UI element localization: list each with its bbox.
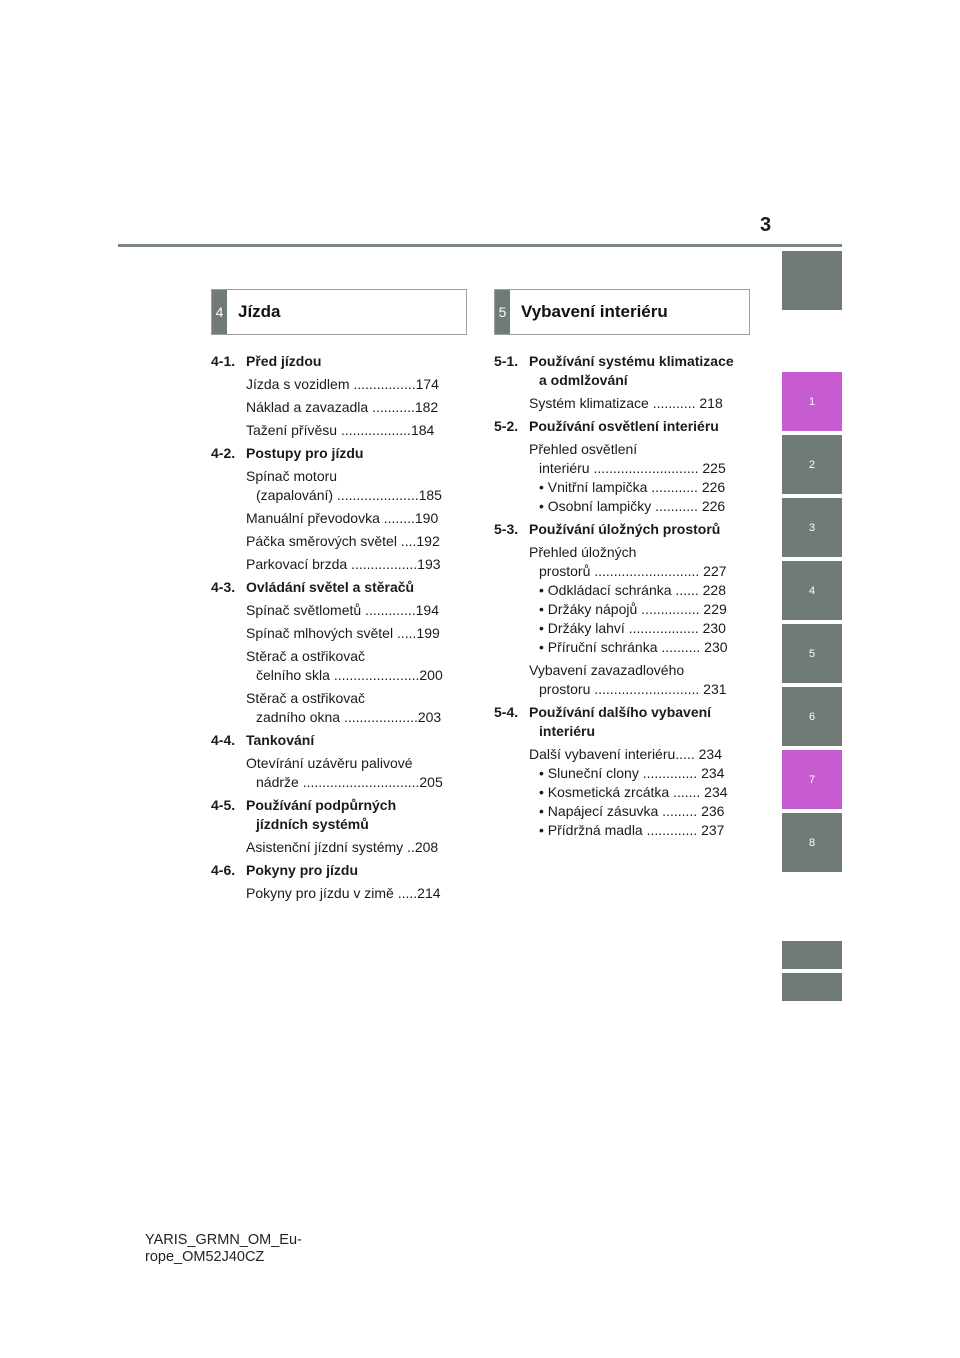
section-number: 4-4.	[211, 732, 236, 748]
section-heading[interactable]	[494, 417, 750, 436]
toc-entry[interactable]	[246, 689, 461, 727]
section-number: 5-4.	[494, 704, 519, 720]
chapter-tab-label: 3	[808, 521, 816, 534]
chapter-tab-label: 5	[808, 647, 816, 660]
top-rule	[118, 244, 842, 247]
toc-entry[interactable]: Systém klimatizace ........... 218	[529, 395, 723, 411]
toc-entry-line: Přehled osvětlení	[529, 441, 638, 457]
section-title: Ovládání světel a stěračů	[246, 579, 415, 595]
toc-entry[interactable]	[529, 440, 750, 516]
toc-entry[interactable]	[529, 745, 750, 840]
section-heading[interactable]	[211, 352, 461, 371]
chapter-4-header	[211, 289, 467, 335]
toc-entry-line: zadního okna ...................203	[256, 709, 442, 725]
section-heading[interactable]	[211, 444, 461, 463]
chapter-4-title: Jízda	[238, 302, 281, 321]
toc-subentry[interactable]: • Vnitřní lampička ............ 226	[539, 479, 726, 495]
toc-subentry[interactable]: • Odkládací schránka ...... 228	[539, 582, 726, 598]
toc-entry[interactable]: Manuální převodovka ........190	[246, 510, 439, 526]
chapter-4-number: 4	[212, 290, 227, 334]
section-title: Pokyny pro jízdu	[246, 862, 359, 878]
toc-subentry[interactable]: • Přídržná madla ............. 237	[539, 822, 725, 838]
toc-entry-line: (zapalování) .....................185	[256, 487, 442, 503]
section-title: jízdních systémů	[256, 816, 369, 832]
section-title: interiéru	[539, 723, 596, 739]
chapter-tab-label: 6	[808, 710, 816, 723]
toc-entry[interactable]	[246, 467, 461, 505]
section-number: 5-3.	[494, 521, 519, 537]
chapter-4-toc	[211, 352, 461, 903]
section-title: Před jízdou	[246, 353, 322, 369]
toc-entry-line: čelního skla ......................200	[256, 667, 443, 683]
chapter-5-number: 5	[495, 290, 510, 334]
chapter-tab-label: 2	[808, 458, 816, 471]
toc-entry-line: prostoru ........................... 231	[539, 681, 727, 697]
chapter-tab[interactable]	[782, 941, 842, 969]
document-id-line: YARIS_GRMN_OM_Eu-	[145, 1232, 302, 1248]
toc-entry[interactable]	[246, 647, 461, 685]
section-title: Používání systému klimatizace	[529, 353, 734, 369]
toc-entry[interactable]: Náklad a zavazadla ...........182	[246, 399, 439, 415]
toc-entry-line: Spínač motoru	[246, 468, 338, 484]
section-title: Postupy pro jízdu	[246, 445, 364, 461]
section-number: 4-1.	[211, 353, 236, 369]
toc-entry[interactable]: Pokyny pro jízdu v zimě .....214	[246, 885, 441, 901]
toc-subentry[interactable]: • Kosmetická zrcátka ....... 234	[539, 784, 728, 800]
section-heading[interactable]	[211, 578, 461, 597]
toc-entry[interactable]: Spínač mlhových světel .....199	[246, 625, 440, 641]
toc-entry[interactable]: Jízda s vozidlem ................174	[246, 376, 439, 392]
toc-subentry[interactable]: • Držáky nápojů ............... 229	[539, 601, 727, 617]
chapter-tab[interactable]	[782, 973, 842, 1001]
chapter-5-header	[494, 289, 750, 335]
toc-entry[interactable]: Tažení přívěsu ..................184	[246, 422, 435, 438]
chapter-tab-8[interactable]	[782, 813, 842, 872]
toc-subentry[interactable]: • Osobní lampičky ........... 226	[539, 498, 726, 514]
toc-entry-line: interiéru ........................... 225	[539, 460, 726, 476]
section-title: Tankování	[246, 732, 315, 748]
toc-entry[interactable]	[246, 754, 461, 792]
toc-entry-line: nádrže ..............................205	[256, 774, 443, 790]
document-id-line: rope_OM52J40CZ	[145, 1249, 265, 1265]
section-title: Používání úložných prostorů	[529, 521, 721, 537]
section-heading[interactable]	[494, 352, 750, 390]
toc-entry[interactable]: Parkovací brzda .................193	[246, 556, 441, 572]
toc-subentry[interactable]: • Napájecí zásuvka ......... 236	[539, 803, 725, 819]
chapter-tab-2[interactable]	[782, 435, 842, 494]
chapter-tab-1[interactable]	[782, 372, 842, 431]
section-title: a odmlžování	[539, 372, 628, 388]
toc-subentry[interactable]: • Držáky lahví .................. 230	[539, 620, 726, 636]
toc-entry[interactable]	[529, 543, 750, 657]
toc-entry[interactable]: Asistenční jízdní systémy ..208	[246, 839, 439, 855]
chapter-tab-4[interactable]	[782, 561, 842, 620]
section-heading[interactable]	[494, 520, 750, 539]
section-number: 4-3.	[211, 579, 236, 595]
section-number: 4-2.	[211, 445, 236, 461]
toc-entry-line: prostorů ........................... 227	[539, 563, 727, 579]
section-heading[interactable]	[211, 796, 461, 834]
section-heading[interactable]	[211, 861, 461, 880]
chapter-tab[interactable]	[782, 251, 842, 310]
section-number: 4-6.	[211, 862, 236, 878]
chapter-tab-label: 8	[808, 836, 816, 849]
chapter-tab-6[interactable]	[782, 687, 842, 746]
section-number: 5-1.	[494, 353, 519, 369]
toc-entry[interactable]: Spínač světlometů .............194	[246, 602, 439, 618]
toc-entry[interactable]	[529, 661, 750, 699]
chapter-5-title: Vybavení interiéru	[521, 302, 668, 321]
chapter-tab-label: 7	[808, 773, 816, 786]
chapter-tab-5[interactable]	[782, 624, 842, 683]
section-heading[interactable]	[494, 703, 750, 741]
toc-entry-line: Vybavení zavazadlového	[529, 662, 685, 678]
toc-subentry[interactable]: • Příruční schránka .......... 230	[539, 639, 728, 655]
section-heading[interactable]	[211, 731, 461, 750]
toc-entry-line: Přehled úložných	[529, 544, 637, 560]
section-number: 5-2.	[494, 418, 519, 434]
chapter-tab-7[interactable]	[782, 750, 842, 809]
section-title: Používání dalšího vybavení	[529, 704, 712, 720]
toc-entry-line: Stěrač a ostřikovač	[246, 648, 366, 664]
section-title: Používání osvětlení interiéru	[529, 418, 719, 434]
page-number: 3	[760, 214, 772, 236]
chapter-tab-label: 1	[808, 395, 816, 408]
toc-entry-line: Otevírání uzávěru palivové	[246, 755, 413, 771]
toc-entry-line: Stěrač a ostřikovač	[246, 690, 366, 706]
section-title: Používání podpůrných	[246, 797, 397, 813]
toc-entry[interactable]: Páčka směrových světel ....192	[246, 533, 440, 549]
document-id	[145, 1232, 302, 1266]
chapter-5-toc	[494, 352, 750, 840]
chapter-tab-3[interactable]	[782, 498, 842, 557]
section-number: 4-5.	[211, 797, 236, 813]
toc-subentry[interactable]: • Sluneční clony .............. 234	[539, 765, 725, 781]
chapter-tab-label: 4	[808, 584, 816, 597]
toc-entry-line: Další vybavení interiéru..... 234	[529, 746, 722, 762]
